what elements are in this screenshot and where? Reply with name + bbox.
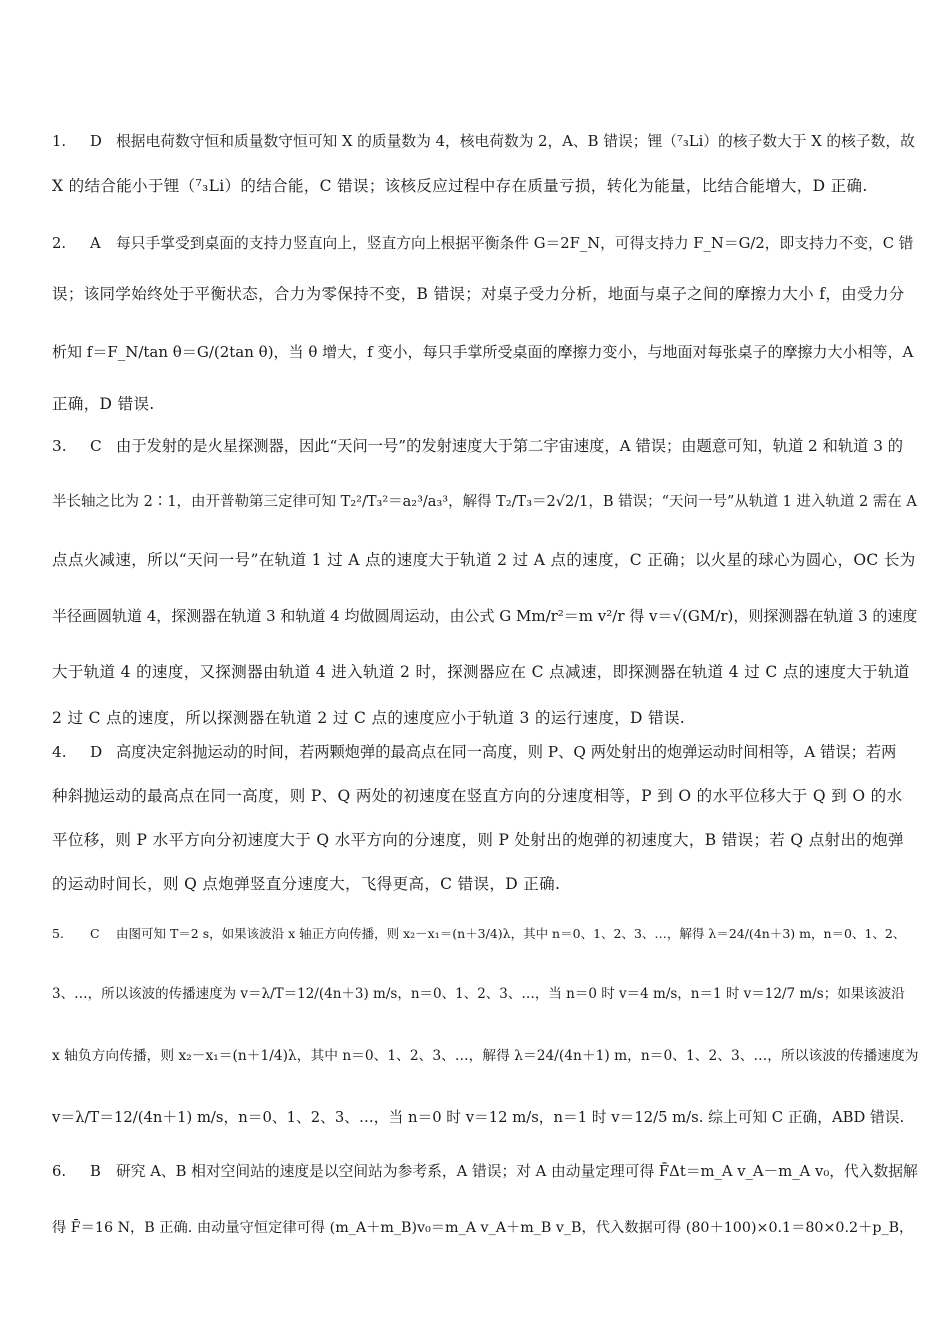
item-line: 研究 A、B 相对空间站的速度是以空间站为参考系，A 错误；对 A 由动量定理可得 F̄Δt＝m_A v_A－m_A v₀，代入数据解 [116, 1163, 918, 1180]
item-line: 得 F̄＝16 N，B 正确. 由动量守恒定律可得 (m_A＋m_B)v₀＝m_A v_A＋m_B v_B，代入数据可得 (80＋100)×0.1＝80×0.2＋p_B， [52, 1220, 914, 1236]
item-number: 2. [52, 235, 67, 252]
item-line: x 轴负方向传播，则 x₂－x₁＝(n＋1/4)λ，其中 n＝0、1、2、3、…，解得 λ＝24/(4n＋1) m，n＝0、1、2、3、…，所以该波的传播速度为 [52, 1048, 919, 1064]
item-line: X 的结合能小于锂（⁷₃Li）的结合能，C 错误；该核反应过程中存在质量亏损，转化为能量，比结合能增大，D 正确. [52, 177, 868, 195]
item-answer: D [90, 133, 102, 150]
item-answer: A [90, 235, 101, 252]
item-answer: D [90, 743, 103, 761]
item-line: 平位移，则 P 水平方向分初速度大于 Q 水平方向的分速度，则 P 处射出的炮弹的初速度大，B 错误；若 Q 点射出的炮弹 [52, 831, 904, 849]
item-line: 3、…，所以该波的传播速度为 v＝λ/T＝12/(4n＋3) m/s，n＝0、1、2、3、…，当 n＝0 时 v＝4 m/s，n＝1 时 v＝12/7 m/s；如果该波沿 [52, 986, 905, 1002]
item-answer: B [90, 1163, 101, 1180]
item-line: 高度决定斜抛运动的时间，若两颗炮弹的最高点在同一高度，则 P、Q 两处射出的炮弹运动时间相等，A 错误；若两 [116, 743, 897, 761]
item-number: 5. [52, 926, 64, 941]
item-line: 析知 f＝F_N/tan θ＝G/(2tan θ)，当 θ 增大，f 变小，每只手掌所受桌面的摩擦力变小，与地面对每张桌子的摩擦力大小相等，A [52, 343, 914, 361]
item-line: 根据电荷数守恒和质量数守恒可知 X 的质量数为 4，核电荷数为 2，A、B 错误；锂（⁷₃Li）的核子数大于 X 的核子数，故 [116, 133, 915, 150]
item-line: 误；该同学始终处于平衡状态，合力为零保持不变，B 错误；对桌子受力分析，地面与桌子之间的摩擦力大小 f，由受力分 [52, 285, 905, 303]
item-line: 半长轴之比为 2∶1，由开普勒第三定律可知 T₂²/T₃²＝a₂³/a₃³，解得 T₂/T₃＝2√2/1，B 错误；“天问一号”从轨道 1 进入轨道 2 需在 A [52, 494, 917, 510]
item-line: v＝λ/T＝12/(4n＋1) m/s，n＝0、1、2、3、…，当 n＝0 时 v＝12 m/s，n＝1 时 v＝12/5 m/s. 综上可知 C 正确，ABD 错误. [52, 1109, 905, 1126]
item-answer: C [90, 926, 100, 941]
item-line: 2 过 C 点的速度，所以探测器在轨道 2 过 C 点的速度应小于轨道 3 的运行速度，D 错误. [52, 709, 686, 727]
item-number: 1. [52, 133, 67, 150]
item-line: 大于轨道 4 的速度，又探测器由轨道 4 进入轨道 2 时，探测器应在 C 点减速，即探测器在轨道 4 过 C 点的速度大于轨道 [52, 663, 910, 681]
item-number: 4. [52, 743, 67, 761]
item-number: 6. [52, 1163, 67, 1180]
item-number: 3. [52, 437, 67, 455]
item-line: 正确，D 错误. [52, 395, 155, 413]
item-line: 的运动时间长，则 Q 点炮弹竖直分速度大，飞得更高，C 错误，D 正确. [52, 875, 561, 893]
item-line: 种斜抛运动的最高点在同一高度，则 P、Q 两处的初速度在竖直方向的分速度相等，P 到 O 的水平位移大于 Q 到 O 的水 [52, 787, 903, 805]
item-line: 每只手掌受到桌面的支持力竖直向上，竖直方向上根据平衡条件 G＝2F_N，可得支持力 F_N＝G/2，即支持力不变，C 错 [116, 235, 914, 252]
item-line: 由图可知 T＝2 s，如果该波沿 x 轴正方向传播，则 x₂－x₁＝(n＋3/4)λ，其中 n＝0、1、2、3、…，解得 λ＝24/(4n＋3) m，n＝0、1、2、 [116, 926, 906, 941]
item-line: 由于发射的是火星探测器，因此“天问一号”的发射速度大于第二宇宙速度，A 错误；由题意可知，轨道 2 和轨道 3 的 [116, 437, 903, 455]
item-line: 半径画圆轨道 4，探测器在轨道 3 和轨道 4 均做圆周运动，由公式 G Mm/r²＝m v²/r 得 v＝√(GM/r)，则探测器在轨道 3 的速度 [52, 607, 918, 625]
item-line: 点点火减速，所以“天问一号”在轨道 1 过 A 点的速度大于轨道 2 过 A 点的速度，C 正确；以火星的球心为圆心，OC 长为 [52, 551, 916, 569]
item-answer: C [90, 437, 102, 455]
